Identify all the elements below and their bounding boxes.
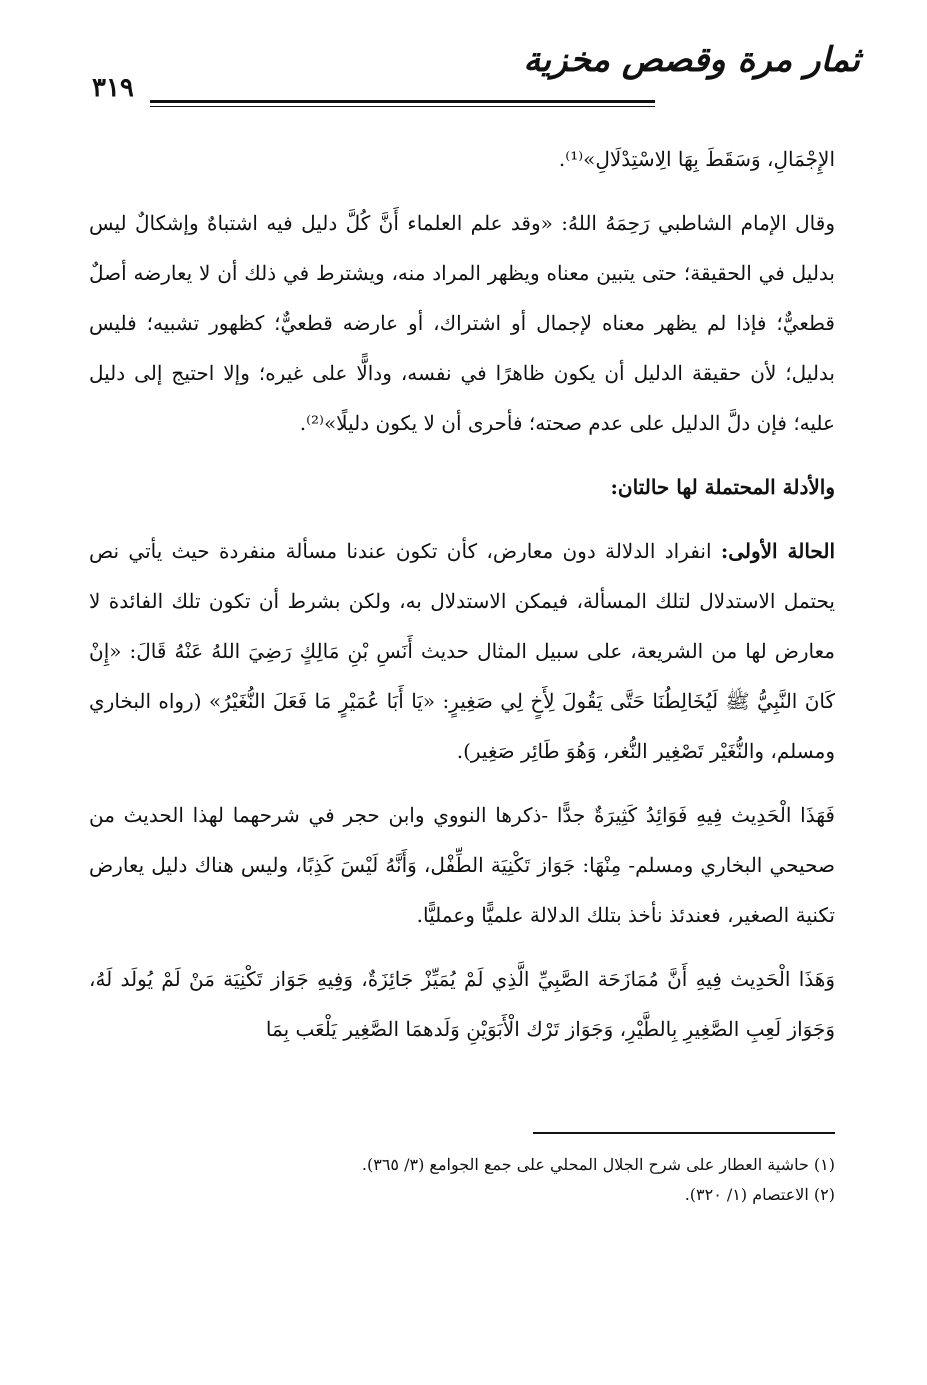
main-text	[89, 134, 835, 1054]
paragraph-3	[89, 526, 835, 776]
paragraph-2: وقال الإمام الشاطبي رَحِمَهُ اللهُ: «وقد علم العلماء أَنَّ كُلَّ دليل فيه اشتباهٌ وإشكالٌ ليس بدليل في الحقيقة؛ حتى يتبين معناه ويظهر المراد منه، ويشترط في ذلك أن لا يعارضه أصلٌ قطعيٌّ؛ فإذا لم يظهر معناه لإجمال أو اشتراك، أو عارضه قطعيٌّ؛ كظهور تشبيه؛ فليس بدليل؛ لأن حقيقة الدليل أن يكون ظاهرًا في نفسه، ودالًّا على غيره؛ وإلا احتيج إلى دليل عليه؛ فإن دلَّ الدليل على عدم صحته؛ فأحرى أن لا يكون دليلًا»⁽²⁾.	[89, 211, 835, 435]
header-rule	[150, 100, 655, 103]
page-number: ٣١٩	[92, 73, 134, 103]
footnote-2: (٢) الاعتصام (١/ ٣٢٠).	[684, 1185, 835, 1204]
header-rule-thin	[150, 106, 655, 107]
running-title: ثمار مرة وقصص مخزية	[523, 40, 860, 80]
paragraph-3-text: انفراد الدلالة دون معارض، كأن تكون عندنا مسألة منفردة حيث يأتي نص يحتمل الاستدلال لتلك المسألة، فيمكن الاستدلال به، ولكن بشرط أن تكون تلك الفائدة لا معارض لها من الشريعة، على سبيل المثال حديث أَنَسِ بْنِ مَالِكٍ رَضِيَ اللهُ عَنْهُ قَالَ: «إِنْ كَانَ النَّبِيُّ ﷺ لَيُخَالِطُنَا حَتَّى يَقُولَ لِأَخٍ لِي صَغِيرٍ: «يَا أَبَا عُمَيْرٍ مَا فَعَلَ النُّغَيْرُ» (رواه البخاري ومسلم، والنُّغَيْر تَصْغِير النُّغر، وَهُوَ طَائِر صَغِير).	[89, 539, 835, 763]
paragraph-1: الإِجْمَالِ، وَسَقَطَ بِهَا الِاسْتِدْلَالِ»⁽¹⁾.	[558, 147, 835, 171]
footnote-separator	[533, 1132, 835, 1134]
paragraph-5: وَهَذَا الْحَدِيث فِيهِ أَنَّ مُمَازَحَة الصَّبِيِّ الَّذِي لَمْ يُمَيِّزْ جَائِزَةٌ، وَفِيهِ جَوَاز تَكْنِيَة مَنْ لَمْ يُولَد لَهُ، وَجَوَاز لَعِبِ الصَّغِيرِ بِالطَّيْرِ، وَجَوَاز تَرْك الْأَبَوَيْنِ وَلَدهمَا الصَّغِير يَلْعَب بِمَا	[89, 967, 835, 1041]
footnotes	[89, 1150, 835, 1210]
case-label: الحالة الأولى:	[720, 539, 835, 563]
paragraph-4: فَهَذَا الْحَدِيث فِيهِ فَوَائِدُ كَثِيرَةٌ جدًّا -ذكرها النووي وابن حجر في شرحهما لهذا الحديث من صحيحي البخاري ومسلم- مِنْهَا: جَوَاز تَكْنِيَة الطِّفْل، وَأَنَّهُ لَيْسَ كَذِبًا، وليس هناك دليل يعارض تكنية الصغير، فعندئذ نأخذ بتلك الدلالة علميًّا وعمليًّا.	[89, 803, 835, 927]
section-heading: والأدلة المحتملة لها حالتان:	[610, 475, 835, 499]
footnote-1: (١) حاشية العطار على شرح الجلال المحلي على جمع الجوامع (٣/ ٣٦٥).	[361, 1155, 835, 1174]
page-header	[92, 40, 860, 110]
